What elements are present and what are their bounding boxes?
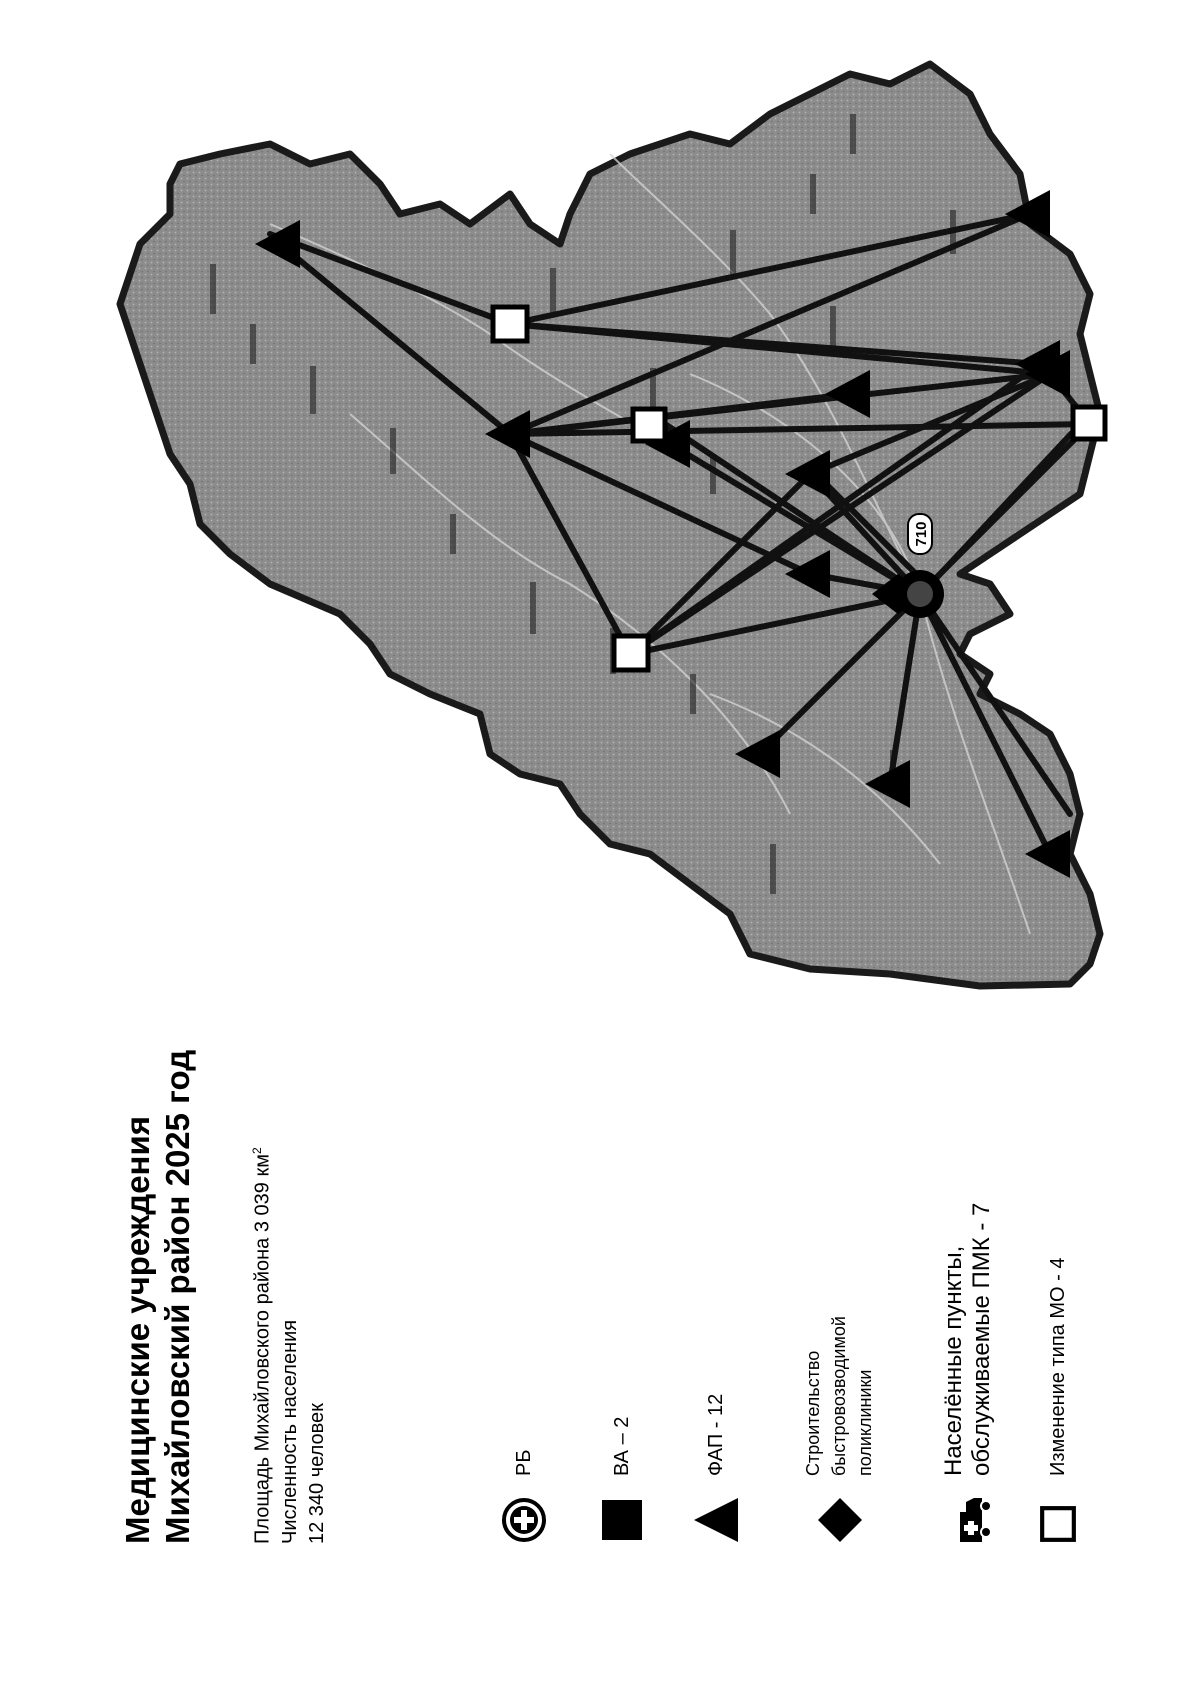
type-change-marker bbox=[1073, 407, 1105, 439]
area-line bbox=[244, 1147, 277, 1544]
type-change-marker bbox=[633, 409, 665, 441]
type-change-marker bbox=[493, 307, 527, 341]
legend-label-va: ВА – 2 bbox=[611, 1416, 633, 1476]
legend-label-construction bbox=[800, 1316, 878, 1476]
hub-label: 710 bbox=[913, 521, 930, 547]
construction-line-1: Строительство bbox=[803, 1350, 823, 1476]
area-text: Площадь Михайловского района 3 039 км bbox=[251, 1154, 274, 1544]
construction-line-2: быстровозводимой bbox=[829, 1316, 849, 1476]
legend-label-type-change: Изменение типа МО - 4 bbox=[1047, 1257, 1069, 1476]
construction-line-3: поликлиники bbox=[855, 1369, 875, 1476]
legend-label-pmk bbox=[940, 1203, 996, 1476]
filled-triangle-icon bbox=[692, 1496, 740, 1544]
district-boundary bbox=[120, 64, 1100, 986]
pmk-line-1: Населённые пункты, bbox=[940, 1245, 967, 1476]
district-map-svg bbox=[90, 14, 1150, 1014]
page-title bbox=[118, 1050, 198, 1544]
title-line-2: Михайловский район 2025 год bbox=[159, 1049, 196, 1544]
pmk-line-2: обслуживаемые ПМК - 7 bbox=[968, 1202, 995, 1476]
type-change-marker bbox=[614, 636, 648, 670]
title-line-1: Медицинские учреждения bbox=[119, 1115, 156, 1544]
population-value: 12 340 человек bbox=[305, 1403, 328, 1544]
district-info bbox=[244, 1147, 331, 1544]
filled-diamond-icon bbox=[816, 1496, 864, 1544]
open-square-icon bbox=[1038, 1504, 1078, 1544]
population-label: Численность населения bbox=[278, 1319, 301, 1544]
district-map bbox=[90, 14, 1150, 1014]
mobile-clinic-truck-icon bbox=[948, 1496, 996, 1544]
legend-label-rb: РБ bbox=[513, 1449, 535, 1476]
area-superscript: 2 bbox=[250, 1147, 264, 1155]
filled-square-icon bbox=[598, 1496, 646, 1544]
legend-label-fap: ФАП - 12 bbox=[705, 1393, 727, 1476]
red-cross-circle-icon bbox=[500, 1496, 548, 1544]
map-legend bbox=[500, 984, 1180, 1544]
